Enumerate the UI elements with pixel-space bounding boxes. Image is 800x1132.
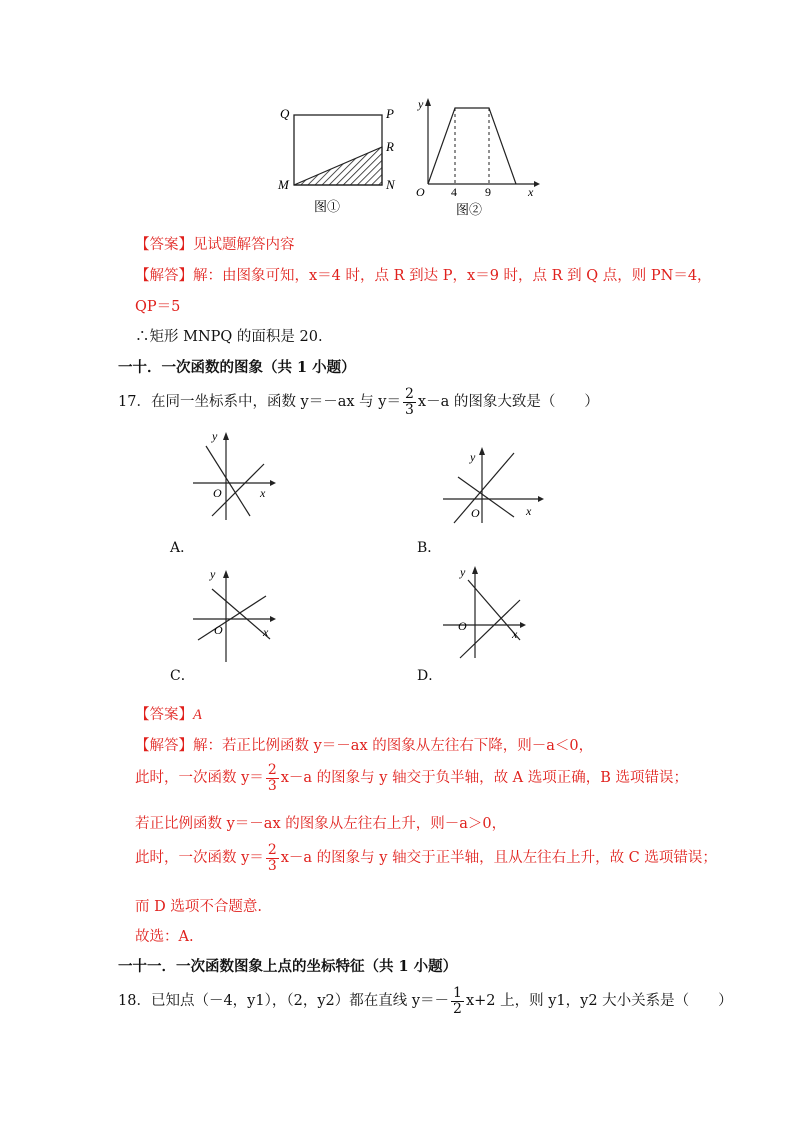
conclusion-text: ∴矩形 MNPQ 的面积是 20.: [135, 329, 323, 345]
section-10-title: 一十．一次函数的图象（共 1 小题）: [118, 359, 356, 376]
q17-sol2-pre: 此时，一次函数 y＝: [135, 770, 264, 787]
q17-solution-2: [135, 763, 688, 793]
option-c-graph: [190, 564, 280, 664]
q17-solution-4: [135, 843, 717, 873]
q18-stem-pre: 18．已知点（－4，y1），（2，y2）都在直线 y＝－: [118, 993, 450, 1010]
q17-answer-value: A: [193, 707, 202, 723]
frac-num: 1: [453, 985, 462, 1001]
q18-stem: [118, 986, 733, 1016]
frac-num: 2: [404, 386, 414, 402]
figure-2-graph: [410, 92, 545, 220]
q17-solution-6: [135, 925, 194, 946]
q17-solution-3: [135, 812, 506, 833]
frac-den: 3: [267, 857, 277, 874]
optB-y-label: y: [470, 450, 476, 464]
q17-answer-tag: 【答案】: [135, 707, 193, 723]
option-c-label[interactable]: C．: [170, 668, 195, 684]
fraction-2-3-sol2: [266, 763, 279, 793]
label-N: N: [386, 177, 395, 192]
label-P: P: [386, 106, 394, 121]
frac-den: 3: [267, 777, 277, 794]
option-a-label[interactable]: A．: [170, 540, 195, 556]
q16-answer: [135, 233, 295, 254]
q17-solution-5: [135, 895, 262, 916]
q17-solution-1: [135, 734, 593, 755]
fig2-y-label: y: [418, 97, 424, 111]
label-R: R: [386, 139, 394, 154]
q17-sol2-post: x－a 的图象与 y 轴交于负半轴，故 A 选项正确，B 选项错误；: [280, 770, 689, 787]
optD-origin: O: [458, 619, 467, 633]
optA-origin: O: [213, 486, 222, 500]
q17-sol4-pre: 此时，一次函数 y＝: [135, 850, 264, 867]
fig2-origin: O: [416, 185, 425, 199]
optC-x-label: x: [263, 625, 269, 639]
fraction-2-3-sol4: [266, 843, 279, 873]
q17-sol6: 故选：A.: [135, 929, 194, 945]
q17-sol4-post: x－a 的图象与 y 轴交于正半轴，且从左往右上升，故 C 选项错误；: [280, 850, 717, 867]
optA-y-label: y: [212, 429, 218, 443]
fig2-x-label: x: [528, 185, 534, 199]
option-b-graph: [440, 445, 545, 525]
q17-stem-post: x－a 的图象大致是（ ）: [417, 394, 599, 411]
frac-num: 2: [267, 762, 277, 778]
fig2-tick-9: 9: [485, 185, 491, 199]
frac-den: 2: [453, 1000, 462, 1017]
q17-stem-pre: 17．在同一坐标系中，函数 y＝－ax 与 y＝: [118, 394, 401, 411]
fraction-1-2: [451, 986, 464, 1016]
solution-text: 解：由图象可知，x＝4 时，点 R 到达 P，x＝9 时，点 R 到 Q 点，则 PN＝4，: [193, 268, 712, 284]
figure-1-caption: 图①: [314, 199, 341, 214]
section-11-title: 一十一．一次函数图象上点的坐标特征（共 1 小题）: [118, 958, 458, 975]
optD-x-label: x: [512, 627, 518, 641]
optB-x-label: x: [526, 504, 532, 518]
solution-text-2: QP＝5: [135, 299, 181, 315]
q17-answer: [135, 703, 202, 724]
optC-y-label: y: [210, 567, 216, 581]
q17-stem: [118, 387, 599, 417]
q16-solution-line2: [135, 295, 180, 316]
optC-origin: O: [214, 623, 223, 637]
option-b-label[interactable]: B．: [417, 540, 442, 556]
q17-sol1: 解：若正比例函数 y＝－ax 的图象从左往右下降，则－a＜0，: [193, 738, 594, 754]
figure-2-caption: 图②: [456, 202, 483, 217]
fig2-tick-4: 4: [451, 185, 457, 199]
frac-den: 3: [404, 401, 414, 418]
q17-sol3: 若正比例函数 y＝－ax 的图象从左往右上升，则－a＞0，: [135, 816, 507, 832]
fraction-2-3: [403, 387, 416, 417]
q18-stem-post: x+2 上，则 y1，y2 大小关系是（ ）: [465, 993, 733, 1010]
solution-tag: 【解答】: [135, 268, 193, 284]
label-M: M: [278, 177, 289, 192]
optA-x-label: x: [260, 486, 266, 500]
q17-solution-tag: 【解答】: [135, 738, 193, 754]
option-a-graph: [188, 428, 278, 523]
optD-y-label: y: [460, 565, 466, 579]
answer-tag: 【答案】: [135, 237, 193, 253]
optB-origin: O: [471, 506, 480, 520]
q16-conclusion: [135, 325, 323, 346]
frac-num: 2: [267, 842, 277, 858]
label-Q: Q: [280, 106, 290, 121]
option-d-graph: [440, 562, 530, 662]
option-d-label[interactable]: D．: [417, 668, 443, 684]
q16-solution-line1: [135, 264, 712, 285]
answer-text: 见试题解答内容: [193, 237, 295, 253]
figure-1-rectangle: [270, 95, 400, 220]
q17-sol5: 而 D 选项不合题意.: [135, 899, 262, 915]
